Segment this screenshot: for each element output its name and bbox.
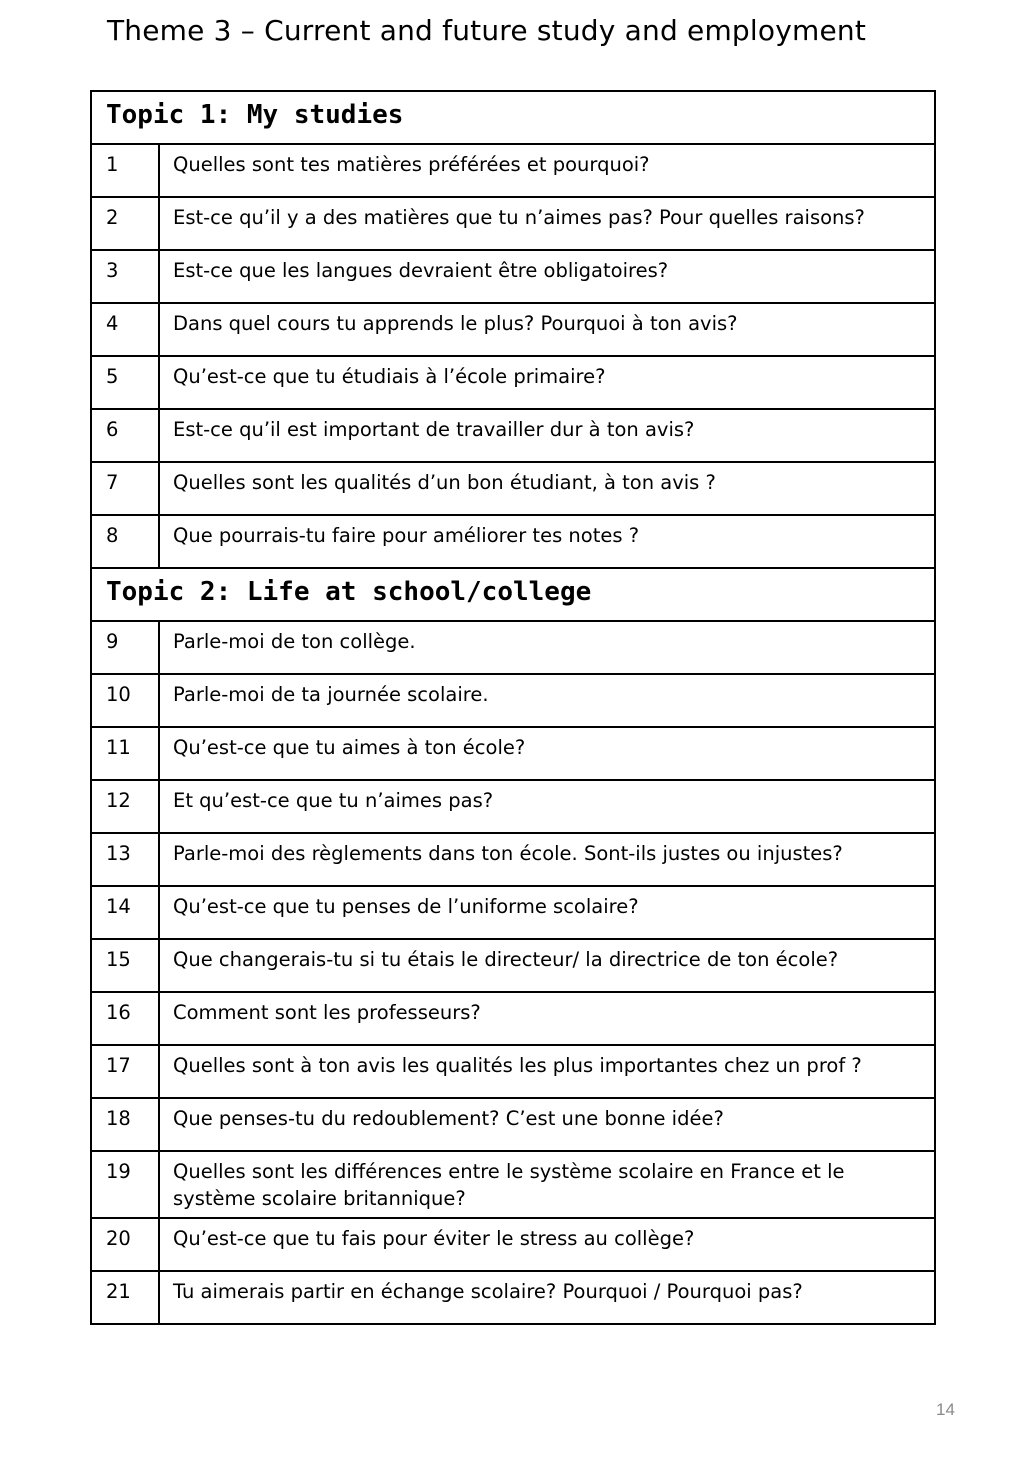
topic-heading: Topic 2: Life at school/college (91, 568, 935, 621)
page-title: Theme 3 – Current and future study and employment (107, 14, 867, 47)
question-number: 21 (91, 1271, 159, 1324)
question-text: Est-ce qu’il y a des matières que tu n’aimes pas? Pour quelles raisons? (159, 197, 935, 250)
question-text: Parle-moi de ton collège. (159, 621, 935, 674)
table-row (91, 992, 935, 1045)
table-row (91, 1098, 935, 1151)
topic-heading: Topic 1: My studies (91, 91, 935, 144)
question-number: 11 (91, 727, 159, 780)
question-text: Que changerais-tu si tu étais le directeur/ la directrice de ton école? (159, 939, 935, 992)
question-text: Est-ce que les langues devraient être obligatoires? (159, 250, 935, 303)
questions-table (90, 90, 936, 1325)
question-text: Dans quel cours tu apprends le plus? Pourquoi à ton avis? (159, 303, 935, 356)
question-number: 10 (91, 674, 159, 727)
question-text: Quelles sont les qualités d’un bon étudiant, à ton avis ? (159, 462, 935, 515)
question-text: Est-ce qu’il est important de travailler dur à ton avis? (159, 409, 935, 462)
table-row (91, 462, 935, 515)
question-number: 9 (91, 621, 159, 674)
question-number: 3 (91, 250, 159, 303)
table-row (91, 886, 935, 939)
topic-heading-row (91, 91, 935, 144)
question-number: 15 (91, 939, 159, 992)
table-row (91, 197, 935, 250)
question-text: Qu’est-ce que tu fais pour éviter le stress au collège? (159, 1218, 935, 1271)
question-number: 19 (91, 1151, 159, 1218)
table-row (91, 409, 935, 462)
table-row (91, 303, 935, 356)
question-number: 17 (91, 1045, 159, 1098)
table-row (91, 727, 935, 780)
question-text: Quelles sont à ton avis les qualités les plus importantes chez un prof ? (159, 1045, 935, 1098)
table-row (91, 144, 935, 197)
question-number: 5 (91, 356, 159, 409)
question-number: 8 (91, 515, 159, 568)
question-text: Comment sont les professeurs? (159, 992, 935, 1045)
question-number: 2 (91, 197, 159, 250)
question-text: Parle-moi de ta journée scolaire. (159, 674, 935, 727)
question-text: Qu’est-ce que tu aimes à ton école? (159, 727, 935, 780)
table-row (91, 356, 935, 409)
question-number: 7 (91, 462, 159, 515)
table-row (91, 1045, 935, 1098)
table-row (91, 939, 935, 992)
question-number: 1 (91, 144, 159, 197)
question-text: Quelles sont tes matières préférées et pourquoi? (159, 144, 935, 197)
page-number: 14 (936, 1400, 955, 1419)
question-number: 20 (91, 1218, 159, 1271)
question-text: Qu’est-ce que tu étudiais à l’école primaire? (159, 356, 935, 409)
question-text: Que penses-tu du redoublement? C’est une bonne idée? (159, 1098, 935, 1151)
table-row (91, 515, 935, 568)
question-number: 6 (91, 409, 159, 462)
question-number: 14 (91, 886, 159, 939)
question-number: 12 (91, 780, 159, 833)
topic-heading-row (91, 568, 935, 621)
table-row (91, 1151, 935, 1218)
question-number: 4 (91, 303, 159, 356)
table-row (91, 621, 935, 674)
question-text: Parle-moi des règlements dans ton école. Sont-ils justes ou injustes? (159, 833, 935, 886)
question-text: Que pourrais-tu faire pour améliorer tes notes ? (159, 515, 935, 568)
table-row (91, 250, 935, 303)
question-number: 16 (91, 992, 159, 1045)
table-row (91, 674, 935, 727)
question-number: 18 (91, 1098, 159, 1151)
question-text: Qu’est-ce que tu penses de l’uniforme scolaire? (159, 886, 935, 939)
table-row (91, 780, 935, 833)
question-number: 13 (91, 833, 159, 886)
table-row (91, 833, 935, 886)
question-text: Tu aimerais partir en échange scolaire? Pourquoi / Pourquoi pas? (159, 1271, 935, 1324)
table-row (91, 1218, 935, 1271)
question-text: Quelles sont les différences entre le système scolaire en France et le système scolaire britannique? (159, 1151, 935, 1218)
table-row (91, 1271, 935, 1324)
question-text: Et qu’est-ce que tu n’aimes pas? (159, 780, 935, 833)
